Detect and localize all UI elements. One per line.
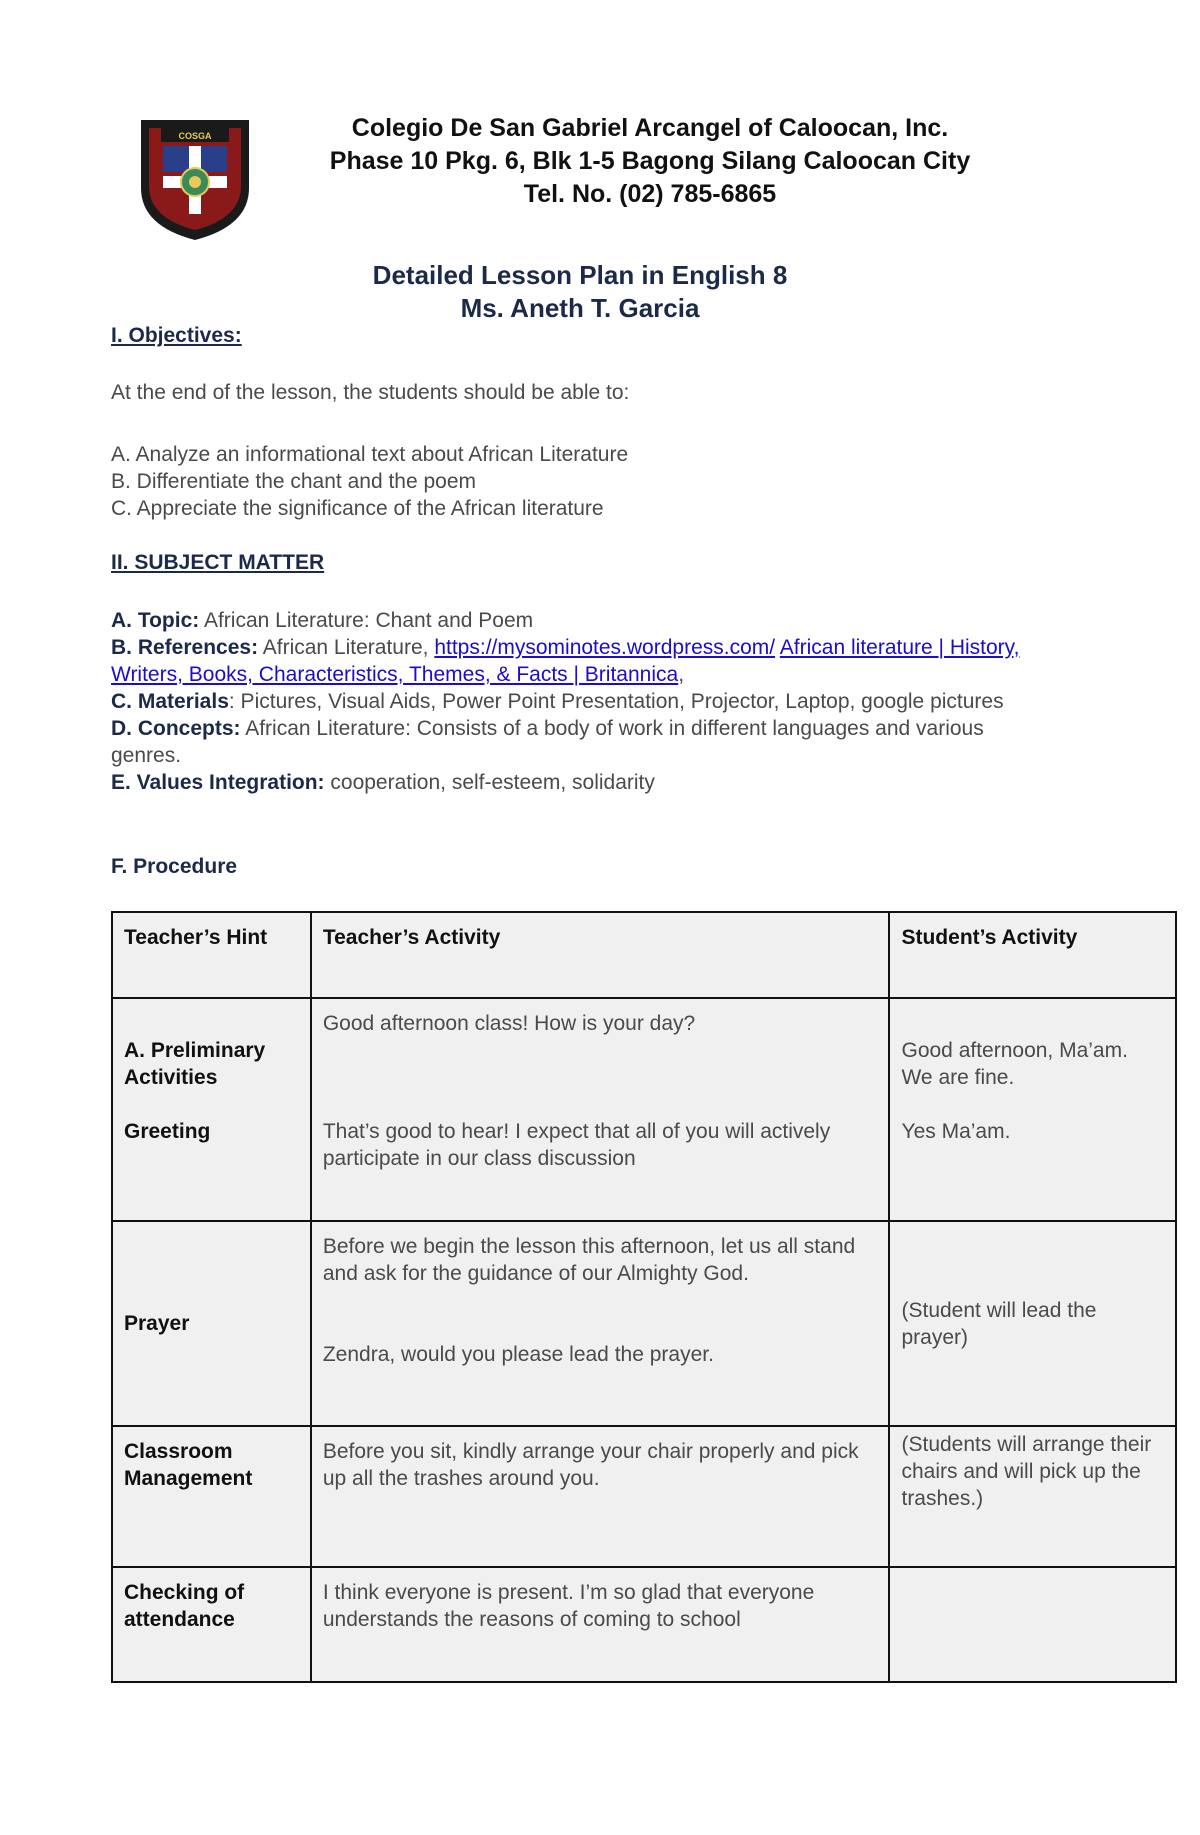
objective-item: A. Analyze an informational text about African Literature (111, 443, 629, 466)
objective-item: C. Appreciate the significance of the African literature (111, 497, 604, 520)
references-end: , (678, 663, 685, 686)
concepts-label: D. Concepts: (111, 717, 241, 740)
teacher-activity: Before we begin the lesson this afternoon, let us all stand and ask for the guidance of our Almighty God. (322, 1235, 856, 1285)
concepts-line (111, 715, 1051, 769)
table-header-row (112, 912, 1176, 998)
table-row-prayer (112, 1221, 1176, 1426)
teacher-activity: I think everyone is present. I’m so glad that everyone understands the reasons of coming to school (311, 1567, 890, 1682)
plan-title-block (270, 259, 890, 325)
plan-title: Detailed Lesson Plan in English 8 (372, 260, 788, 290)
student-activity (889, 1567, 1176, 1682)
column-header-teachers-activity: Teacher’s Activity (311, 912, 890, 998)
materials-label: C. Materials (111, 690, 229, 713)
objective-item: B. Differentiate the chant and the poem (111, 470, 477, 493)
materials-line (111, 688, 1051, 715)
teacher-activity: That’s good to hear! I expect that all of you will actively participate in our class discussion (322, 1120, 831, 1170)
logo-text: COSGA (178, 131, 212, 141)
subject-matter-heading: II. SUBJECT MATTER (111, 551, 325, 574)
objectives-intro: At the end of the lesson, the students should be able to: (111, 381, 630, 404)
objectives-heading: I. Objectives: (111, 324, 242, 347)
references-label: B. References: (111, 636, 259, 659)
column-header-teachers-hint: Teacher’s Hint (112, 912, 311, 998)
teacher-activity: Zendra, would you please lead the prayer. (322, 1343, 714, 1366)
school-header (270, 112, 1030, 211)
hint-preliminary-activities: A. Preliminary Activities (124, 1039, 266, 1089)
objectives-list (111, 441, 628, 522)
subject-matter-details (111, 607, 1051, 796)
values-label: E. Values Integration: (111, 771, 325, 794)
table-row-attendance (112, 1567, 1176, 1682)
student-activity: Good afternoon, Ma’am. We are fine. (901, 1039, 1128, 1089)
reference-link-britannica[interactable]: African literature | History, Writers, Books, Characteristics, Themes, & Facts | Britannica (111, 636, 1020, 686)
table-row-classroom-management (112, 1426, 1176, 1567)
references-line (111, 634, 1051, 688)
hint-classroom-management: Classroom Management (112, 1426, 311, 1567)
table-row-greeting (112, 998, 1176, 1221)
school-phone: Tel. No. (02) 785-6865 (523, 180, 777, 208)
values-line (111, 769, 1051, 796)
concepts-value: African Literature: Consists of a body of work in different languages and various genres. (111, 717, 984, 767)
hint-greeting: Greeting (124, 1120, 211, 1143)
column-header-students-activity: Student’s Activity (889, 912, 1176, 998)
student-activity: (Student will lead the prayer) (889, 1221, 1176, 1426)
materials-value: : Pictures, Visual Aids, Power Point Presentation, Projector, Laptop, google pictures (228, 690, 1004, 713)
hint-checking-attendance: Checking of attendance (112, 1567, 311, 1682)
reference-link-mysominotes[interactable]: https://mysominotes.wordpress.com/ (434, 636, 776, 659)
teacher-name: Ms. Aneth T. Garcia (460, 293, 700, 323)
school-address: Phase 10 Pkg. 6, Blk 1-5 Bagong Silang Caloocan City (329, 147, 971, 175)
school-name: Colegio De San Gabriel Arcangel of Caloocan, Inc. (351, 114, 949, 142)
student-activity: (Students will arrange their chairs and will pick up the trashes.) (889, 1426, 1176, 1567)
references-text: African Literature, (258, 636, 435, 659)
student-activity: Yes Ma’am. (901, 1120, 1011, 1143)
topic-line (111, 607, 1051, 634)
teacher-activity: Good afternoon class! How is your day? (322, 1012, 696, 1035)
topic-label: A. Topic: (111, 609, 200, 632)
topic-value: African Literature: Chant and Poem (199, 609, 534, 632)
procedure-heading: F. Procedure (111, 855, 238, 878)
teacher-activity: Before you sit, kindly arrange your chair properly and pick up all the trashes around you. (311, 1426, 890, 1567)
values-value: cooperation, self-esteem, solidarity (324, 771, 655, 794)
school-crest-logo (139, 118, 251, 242)
procedure-table (111, 911, 1177, 1683)
hint-prayer: Prayer (112, 1221, 311, 1426)
